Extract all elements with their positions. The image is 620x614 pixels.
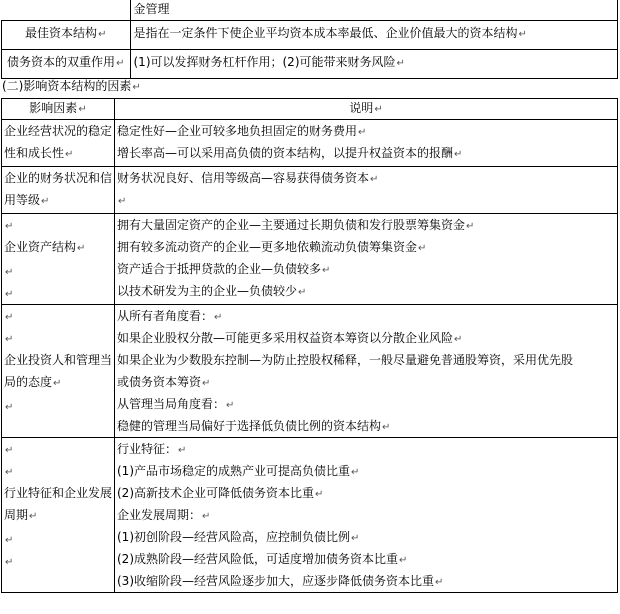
description-asset-structure: 拥有大量固定资产的企业—主要通过长期负债和发行股票筹集资金↵ 拥有较多流动资产的企业—更多地依赖流动负债筹集资金↵ 资产适合于抵押贷款的企业—负债较多↵ 以技术研发为主的企业—负债较少↵ (115, 214, 618, 305)
continued-text-cell (130, 0, 618, 21)
section-title: (二)影响资本结构的因素↵ (2, 79, 141, 93)
continued-label-cell (2, 0, 131, 21)
capital-structure-table (1, 0, 618, 79)
debt-dual-role-label: 债务资本的双重作用↵ (2, 50, 131, 79)
table-row (2, 167, 618, 214)
optimal-structure-text: 是指在一定条件下使企业平均资本成本率最低、企业价值最大的资本结构↵ (130, 21, 618, 50)
factor-stability-growth: 企业经营状况的稳定性和成长性↵ (2, 120, 115, 167)
factor-investor-management-attitude: ↵ ↵ 企业投资人和管理当局的态度↵ ↵ (2, 305, 115, 438)
factor-financial-credit: 企业的财务状况和信用等级↵ (2, 167, 115, 214)
factors-table (1, 98, 618, 593)
table-row (2, 214, 618, 305)
description-financial-credit: 财务状况良好、信用等级高—容易获得债务资本↵ ↵ (115, 167, 618, 214)
description-investor-management-attitude: 从所有者角度看：↵ 如果企业股权分散—可能更多采用权益资本筹资以分散企业风险↵ 如果企业为少数股东控制—为防止控股权稀释，一般尽量避免普通股筹资，采用优先股 或债务资本筹资↵ 从管理当局角度看：↵ 稳健的管理当局偏好于选择低负债比例的资本结构↵ (115, 305, 618, 438)
debt-dual-role-text: (1)可以发挥财务杠杆作用；(2)可能带来财务风险↵ (130, 50, 618, 79)
header-factor: 影响因素↵ (2, 99, 115, 120)
continued-text: 金管理 (133, 2, 170, 16)
description-industry-lifecycle: 行业特征：↵ (1)产品市场稳定的成熟产业可提高负债比重↵ (2)高新技术企业可降低债务资本比重↵ 企业发展周期：↵ (1)初创阶段—经营风险高，应控制负债比例↵ (2)成熟阶段—经营风险低，可适度增加债务资本比重↵ (3)收缩阶段—经营风险逐步加大，应逐步降低债务资本比重↵ (115, 438, 618, 593)
header-description: 说明↵ (115, 99, 618, 120)
table-row (2, 120, 618, 167)
optimal-structure-label: 最佳资本结构↵ (2, 21, 131, 50)
table-row (2, 305, 618, 438)
factor-industry-lifecycle: ↵ ↵ 行业特征和企业发展周期↵ ↵ ↵ (2, 438, 115, 593)
description-stability-growth: 稳定性好—企业可较多地负担固定的财务费用↵ 增长率高—可以采用高负债的资本结构，以提升权益资本的报酬↵ (115, 120, 618, 167)
table-row (2, 438, 618, 593)
factor-asset-structure: ↵ 企业资产结构↵ ↵ ↵ (2, 214, 115, 305)
